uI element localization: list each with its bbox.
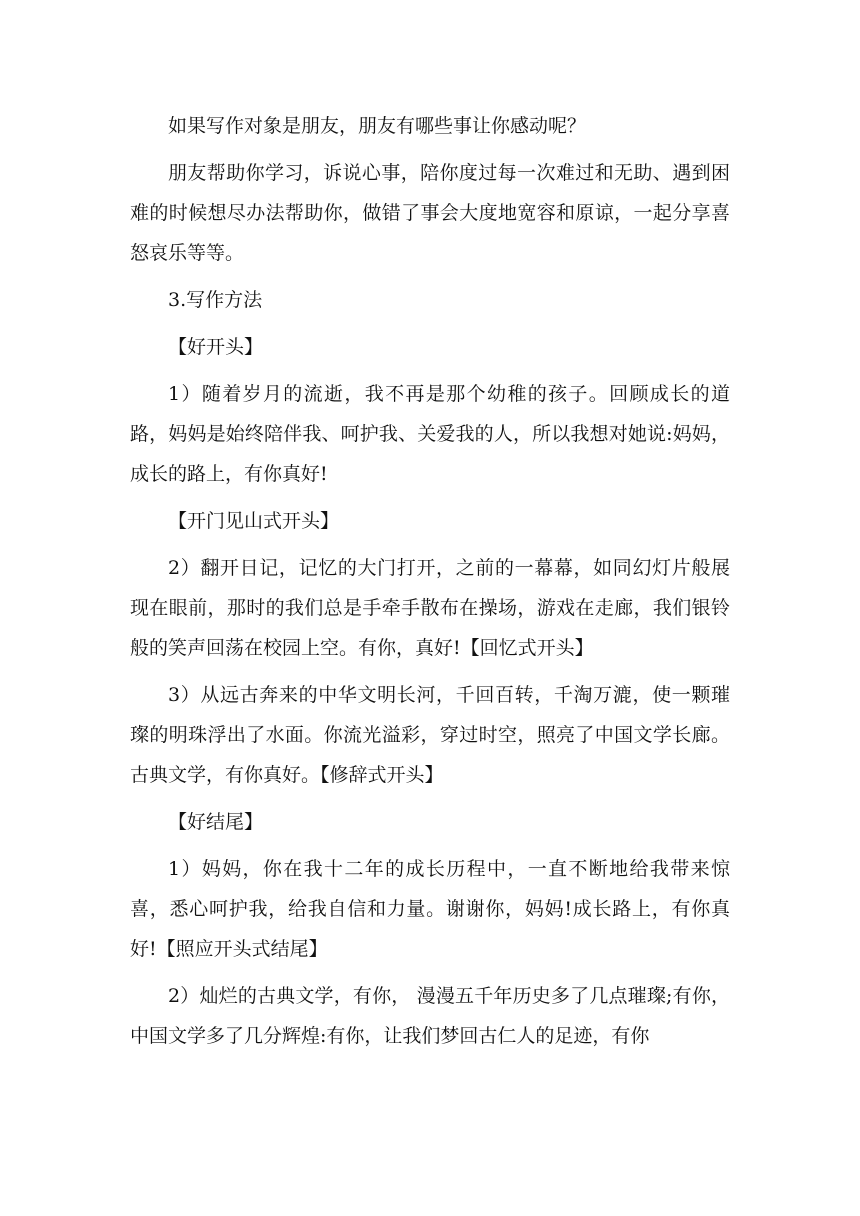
paragraph-opening-example-1: 1）随着岁月的流逝，我不再是那个幼稚的孩子。回顾成长的道路，妈妈是始终陪伴我、呵护我、关爱我的人，所以我想对她说:妈妈，成长的路上，有你真好!	[130, 383, 730, 485]
paragraph-friend-help: 朋友帮助你学习，诉说心事，陪你度过每一次难过和无助、遇到困难的时候想尽办法帮助你，做错了事会大度地宽容和原谅，一起分享喜怒哀乐等等。	[130, 162, 730, 264]
subheading-good-ending: 【好结尾】	[168, 811, 264, 833]
label-direct-opening: 【开门见山式开头】	[168, 510, 340, 532]
paragraph-opening-example-2: 2）翻开日记，记忆的大门打开，之前的一幕幕，如同幻灯片般展现在眼前，那时的我们总是手牵手散布在操场，游戏在走廊，我们银铃般的笑声回荡在校园上空。有你，真好!【回忆式开头】	[130, 557, 730, 659]
paragraph-opening-example-3: 3）从远古奔来的中华文明长河，千回百转，千淘万漉，使一颗璀璨的明珠浮出了水面。你流光溢彩，穿过时空，照亮了中国文学长廊。古典文学，有你真好。【修辞式开头】	[130, 684, 730, 786]
paragraph-ending-example-2: 2）灿烂的古典文学，有你， 漫漫五千年历史多了几点璀璨;有你，中国文学多了几分辉煌:有你，让我们梦回古仁人的足迹，有你	[130, 985, 730, 1047]
document-page	[130, 106, 730, 1063]
section-heading-writing-method: 3.写作方法	[168, 289, 263, 311]
paragraph-question: 如果写作对象是朋友，朋友有哪些事让你感动呢？	[168, 115, 587, 137]
paragraph-ending-example-1: 1）妈妈，你在我十二年的成长历程中，一直不断地给我带来惊喜，悉心呵护我，给我自信和力量。谢谢你，妈妈!成长路上，有你真好!【照应开头式结尾】	[130, 858, 730, 960]
subheading-good-opening: 【好开头】	[168, 336, 264, 358]
